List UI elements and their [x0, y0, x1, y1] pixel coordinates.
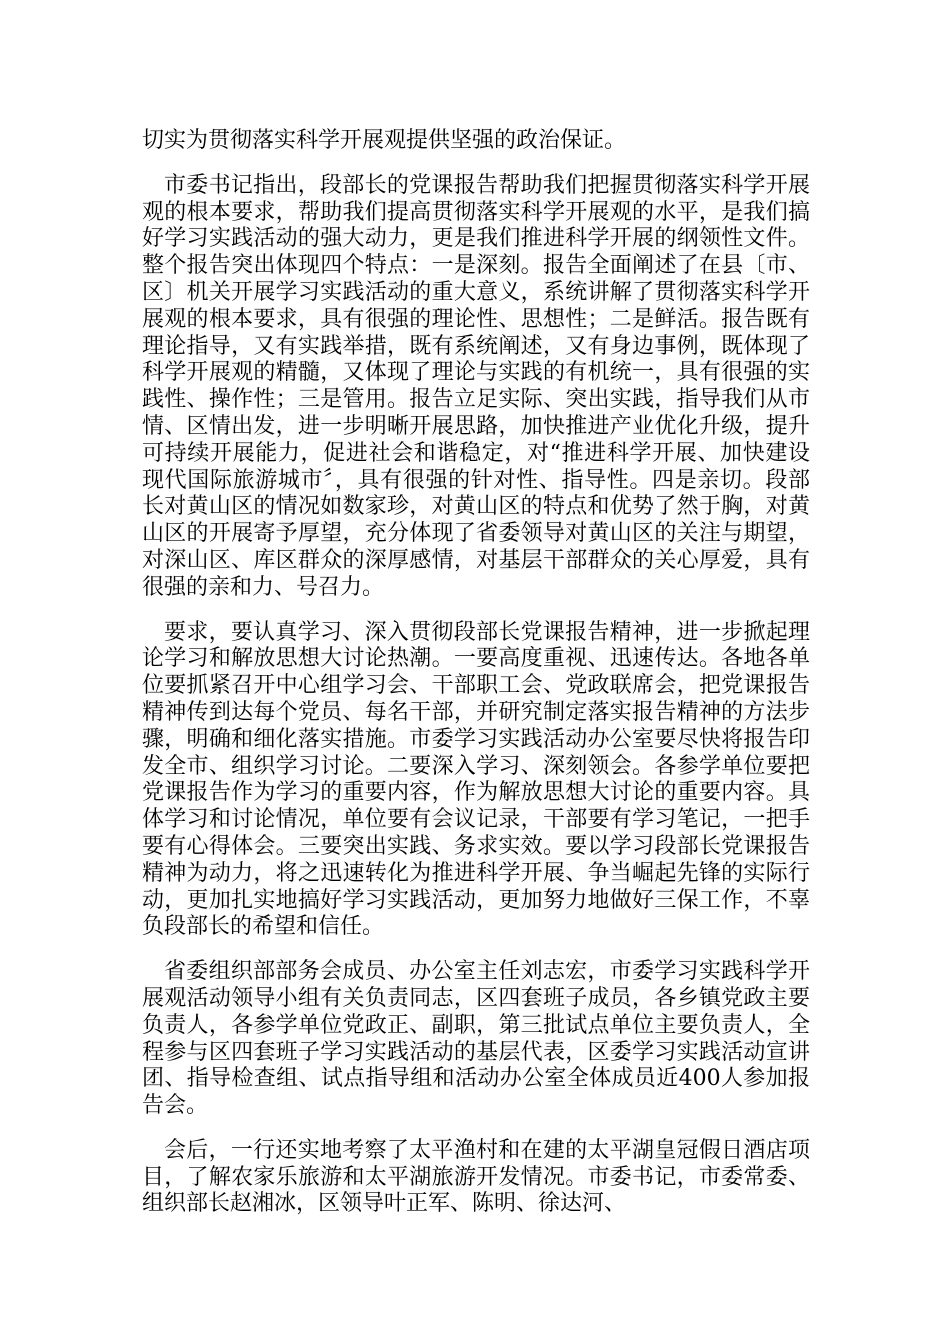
paragraph-3: 要求，要认真学习、深入贯彻段部长党课报告精神，进一步掀起理论学习和解放思想大讨论热潮。一要高度重视、迅速传达。各地各单位要抓紧召开中心组学习会、干部职工会、党政联席会，把党课报告精神传到达每个党员、每名干部，并研究制定落实报告精神的方法步骤，明确和细化落实措施。市委学习实践活动办公室要尽快将报告印发全市、组织学习讨论。二要深入学习、深刻领会。各参学单位要把党课报告作为学习的重要内容，作为解放思想大讨论的重要内容。具体学习和讨论情况，单位要有会议记录，干部要有学习笔记，一把手要有心得体会。三要突出实践、务求实效。要以学习段部长党课报告精神为动力，将之迅速转化为推进科学开展、争当崛起先锋的实际行动，更加扎实地搞好学习实践活动，更加努力地做好三保工作，不辜负段部长的希望和信任。	[142, 619, 810, 940]
paragraph-4: 省委组织部部务会成员、办公室主任刘志宏，市委学习实践科学开展观活动领导小组有关负责同志，区四套班子成员，各乡镇党政主要负责人，各参学单位党政正、副职，第三批试点单位主要负责人，全程参与区四套班子学习实践活动的基层代表，区委学习实践活动宣讲团、指导检查组、试点指导组和活动办公室全体成员近400人参加报告会。	[142, 959, 810, 1119]
paragraph-1: 切实为贯彻落实科学开展观提供坚强的政治保证。	[142, 128, 627, 153]
paragraph-2: 市委书记指出，段部长的党课报告帮助我们把握贯彻落实科学开展观的根本要求，帮助我们提高贯彻落实科学开展观的水平，是我们搞好学习实践活动的强大动力，更是我们推进科学开展的纲领性文件。整个报告突出体现四个特点：一是深刻。报告全面阐述了在县〔市、区〕机关开展学习实践活动的重大意义，系统讲解了贯彻落实科学开展观的根本要求，具有很强的理论性、思想性；二是鲜活。报告既有理论指导，又有实践举措，既有系统阐述，又有身边事例，既体现了科学开展观的精髓，又体现了理论与实践的有机统一，具有很强的实践性、操作性；三是管用。报告立足实际、突出实践，指导我们从市情、区情出发，进一步明晰开展思路，加快推进产业优化升级，提升可持续开展能力，促进社会和谐稳定，对“推进科学开展、加快建设现代国际旅游城市〞，具有很强的针对性、指导性。四是亲切。段部长对黄山区的情况如数家珍，对黄山区的特点和优势了然于胸，对黄山区的开展寄予厚望，充分体现了省委领导对黄山区的关注与期望，对深山区、库区群众的深厚感情，对基层干部群众的关心厚爱，具有很强的亲和力、号召力。	[142, 172, 810, 600]
paragraph-5: 会后，一行还实地考察了太平渔村和在建的太平湖皇冠假日酒店项目，了解农家乐旅游和太平湖旅游开发情况。市委书记，市委常委、组织部长赵湘冰，区领导叶正军、陈明、徐达河、	[142, 1137, 810, 1217]
document-body	[142, 128, 810, 1236]
